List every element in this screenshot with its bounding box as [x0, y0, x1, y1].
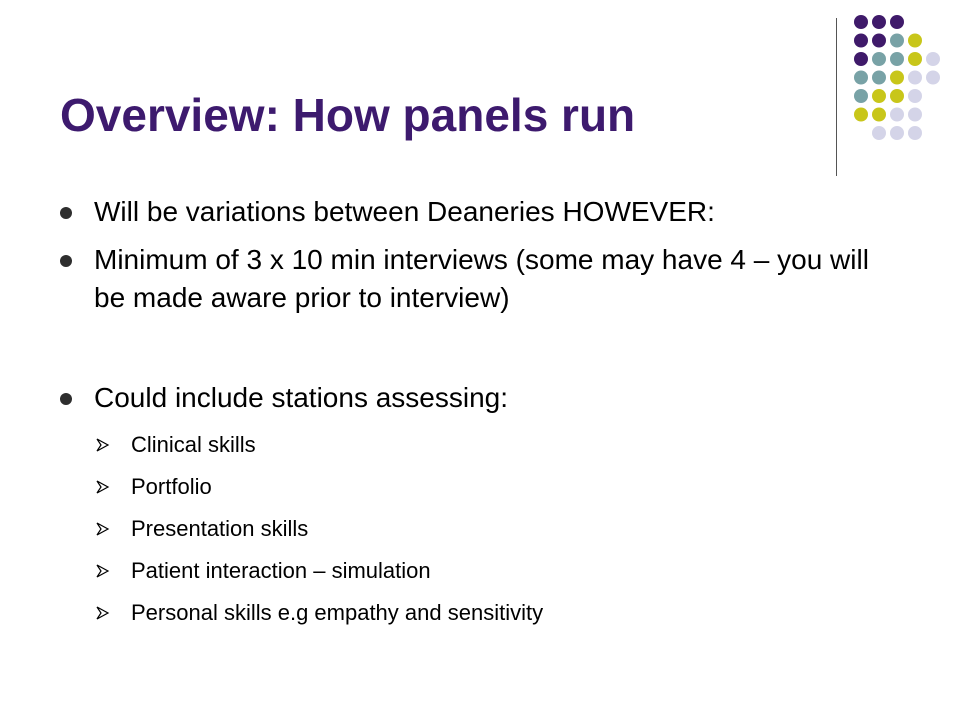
vertical-divider — [836, 18, 837, 176]
decorative-dot — [926, 52, 940, 66]
decorative-dot — [872, 89, 886, 103]
decorative-dot — [872, 15, 886, 29]
decorative-dot — [890, 108, 904, 122]
arrow-bullet-icon — [96, 556, 110, 586]
decorative-dot — [908, 71, 922, 85]
decorative-dot — [854, 52, 868, 66]
decorative-dot — [854, 89, 868, 103]
arrow-bullet-icon — [96, 430, 110, 460]
bullet-dot-icon — [60, 393, 72, 405]
decorative-dot — [872, 52, 886, 66]
decorative-dot — [890, 89, 904, 103]
decorative-dot — [908, 89, 922, 103]
decorative-dot — [854, 108, 868, 122]
sub-bullet-text: Presentation skills — [131, 516, 309, 541]
decorative-dot — [854, 34, 868, 48]
decorative-dot — [926, 71, 940, 85]
decorative-dot — [908, 126, 922, 140]
decorative-dot — [854, 15, 868, 29]
arrow-bullet-icon — [96, 472, 110, 502]
arrow-bullet-icon — [96, 514, 110, 544]
arrow-bullet-icon — [96, 598, 110, 628]
sub-bullet-text: Portfolio — [131, 474, 212, 499]
decorative-dot — [908, 108, 922, 122]
bullet-dot-icon — [60, 207, 72, 219]
decorative-dot — [872, 71, 886, 85]
decorative-dot — [908, 52, 922, 66]
decorative-dot — [890, 126, 904, 140]
decorative-dot — [908, 34, 922, 48]
bullet-text: Will be variations between Deaneries HOWEVER: — [94, 196, 715, 227]
bullet-text: Minimum of 3 x 10 min interviews (some may have 4 – you will be made aware prior to interview) — [94, 244, 869, 313]
slide-title: Overview: How panels run — [60, 89, 636, 141]
decorative-dot — [890, 15, 904, 29]
decorative-dot — [872, 108, 886, 122]
bullet-text: Could include stations assessing: — [94, 382, 509, 413]
decorative-dot — [872, 34, 886, 48]
sub-bullet-text: Clinical skills — [131, 432, 256, 457]
sub-bullet-text: Patient interaction – simulation — [131, 558, 431, 583]
decorative-dot — [890, 34, 904, 48]
decorative-dot — [890, 71, 904, 85]
bullet-dot-icon — [60, 255, 72, 267]
decorative-dot — [872, 126, 886, 140]
sub-bullet-text: Personal skills e.g empathy and sensitivity — [131, 600, 544, 625]
decorative-dot — [890, 52, 904, 66]
decorative-dot — [854, 71, 868, 85]
